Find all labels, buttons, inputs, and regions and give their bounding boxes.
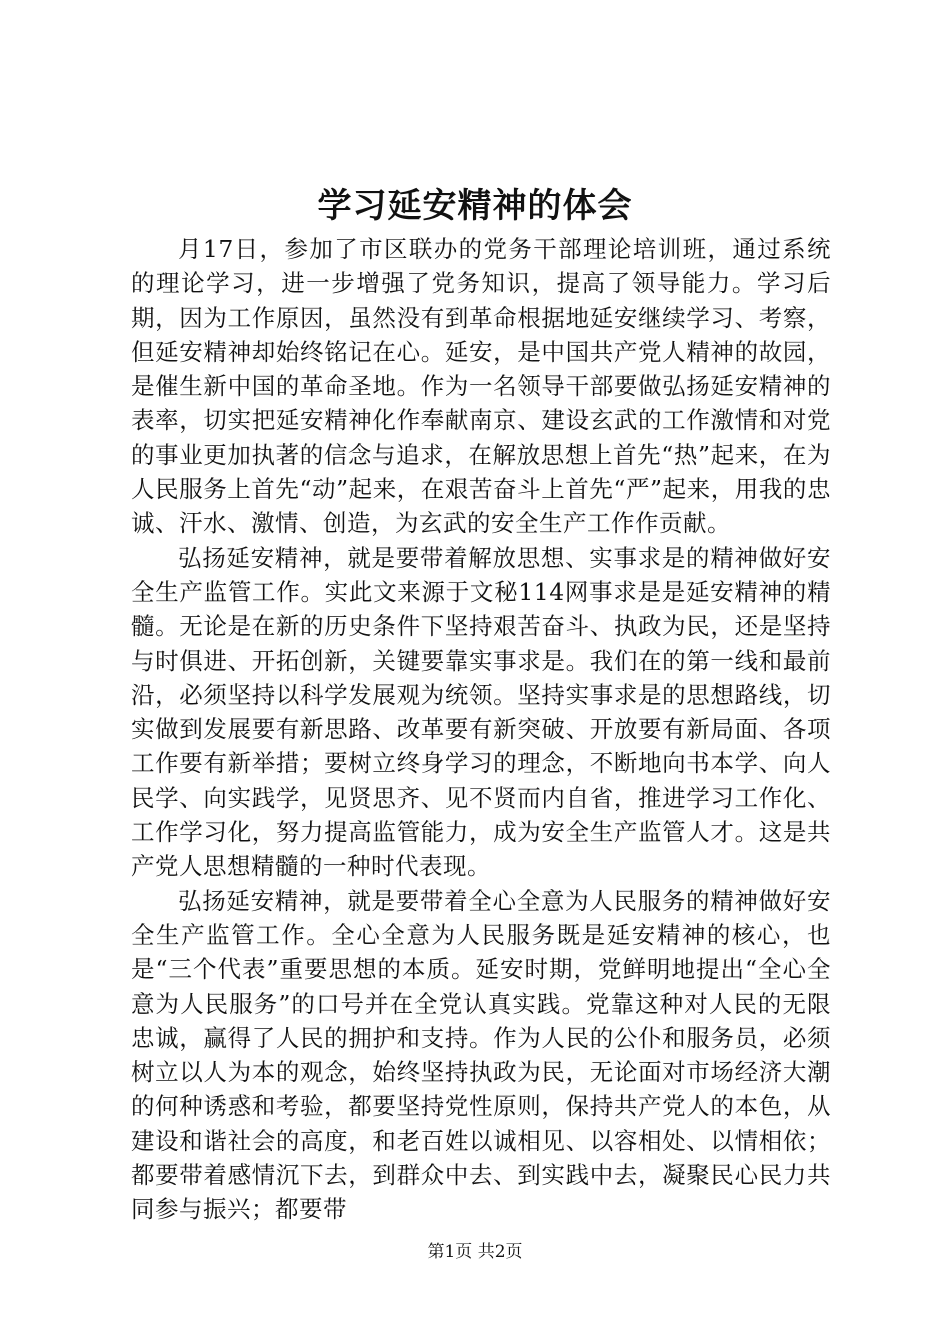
paragraph-1: 月17日，参加了市区联办的党务干部理论培训班，通过系统的理论学习，进一步增强了党务知识，提高了领导能力。学习后期，因为工作原因，虽然没有到革命根据地延安继续学习、考察，但延安精神却始终铭记在心。延安，是中国共产党人精神的故园，是催生新中国的革命圣地。作为一名领导干部要做弘扬延安精神的表率，切实把延安精神化作奉献南京、建设玄武的工作激情和对党的事业更加执著的信念与追求，在解放思想上首先“热”起来，在为人民服务上首先“动”起来，在艰苦奋斗上首先“严”起来，用我的忠诚、汗水、激情、创造，为玄武的安全生产工作作贡献。 <box>131 235 831 538</box>
paragraph-3: 弘扬延安精神，就是要带着全心全意为人民服务的精神做好安全生产监管工作。全心全意为人民服务既是延安精神的核心，也是“三个代表”重要思想的本质。延安时期，党鲜明地提出“全心全意为人民服务”的口号并在全党认真实践。党靠这种对人民的无限忠诚，赢得了人民的拥护和支持。作为人民的公仆和服务员，必须树立以人为本的观念，始终坚持执政为民，无论面对市场经济大潮的何种诱惑和考验，都要坚持党性原则，保持共产党人的本色，从建设和谐社会的高度，和老百姓以诚相见、以容相处、以情相依；都要带着感情沉下去，到群众中去、到实践中去，凝聚民心民力共同参与振兴；都要带 <box>131 886 831 1224</box>
document-body <box>131 232 831 1227</box>
document-title: 学习延安精神的体会 <box>317 186 633 226</box>
page-number-footer: 第1页 共2页 <box>427 1242 523 1262</box>
paragraph-2: 弘扬延安精神，就是要带着解放思想、实事求是的精神做好安全生产监管工作。实此文来源于文秘114网事求是是延安精神的精髓。无论是在新的历史条件下坚持艰苦奋斗、执政为民，还是坚持与时俱进、开拓创新，关键要靠实事求是。我们在的第一线和最前沿，必须坚持以科学发展观为统领。坚持实事求是的思想路线，切实做到发展要有新思路、改革要有新突破、开放要有新局面、各项工作要有新举措；要树立终身学习的理念，不断地向书本学、向人民学、向实践学，见贤思齐、见不贤而内自省，推进学习工作化、工作学习化，努力提高监管能力，成为安全生产监管人才。这是共产党人思想精髓的一种时代表现。 <box>131 543 831 881</box>
